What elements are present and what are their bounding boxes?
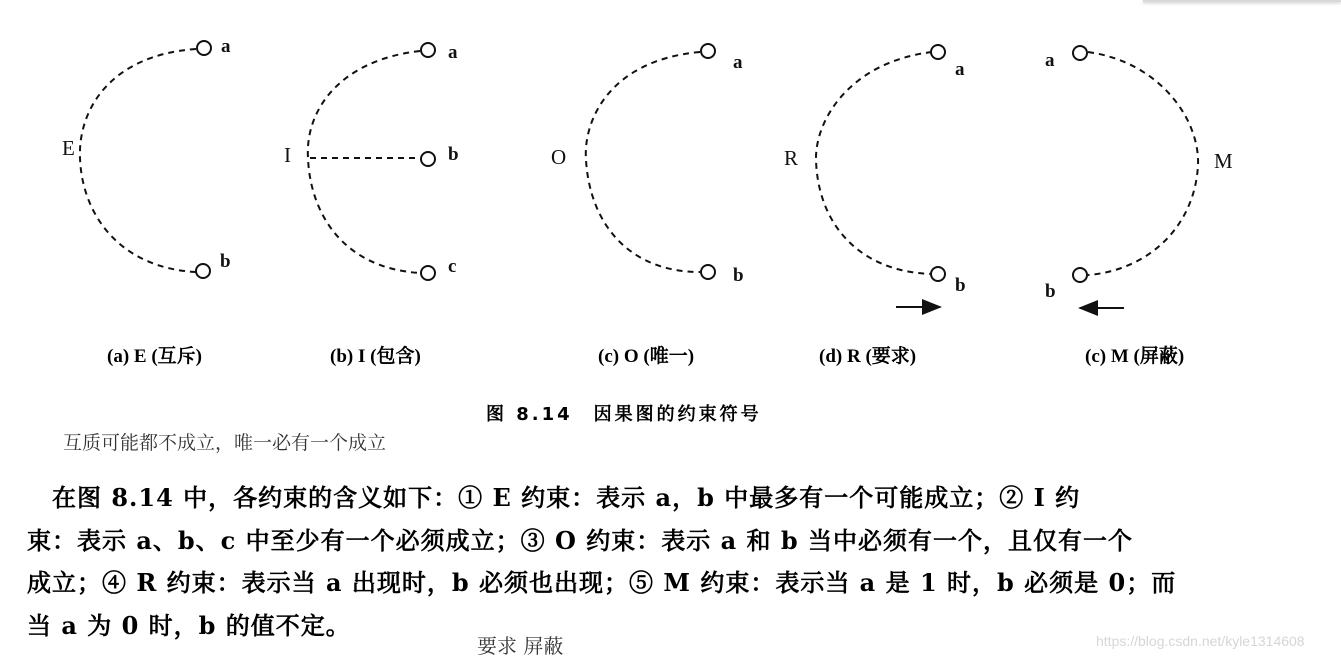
node-b-circle [421, 152, 435, 166]
node-b-circle [931, 267, 945, 281]
node-label: b [220, 251, 231, 272]
symbol-r: R [784, 146, 799, 170]
symbol-i: I [284, 143, 291, 167]
caption-i: (b) I (包含) [330, 346, 421, 367]
caption-o: (c) O (唯一) [598, 346, 695, 367]
node-b-circle [701, 265, 715, 279]
node-label: a [448, 42, 458, 63]
figure-title: 图 8.14 因果图的约束符号 [486, 404, 762, 425]
node-b-circle [1073, 268, 1087, 282]
o-constraint-arc [586, 52, 700, 272]
node-a-circle [701, 44, 715, 58]
node-label: a [1045, 50, 1055, 71]
body-line: 成立；④ R 约束：表示当 a 出现时，b 必须也出现；⑤ M 约束：表示当 a 是 1 时，b 必须是 0；而 [27, 568, 1177, 597]
caption-e: (a) E (互斥) [107, 346, 202, 367]
e-constraint-arc [80, 49, 196, 272]
annotation-note-2: 要求 屏蔽 [477, 634, 564, 658]
node-label: a [955, 59, 965, 80]
symbol-o: O [551, 145, 567, 169]
m-constraint-arc [1088, 52, 1198, 275]
caption-r: (d) R (要求) [819, 346, 917, 367]
body-line: 在图 8.14 中，各约束的含义如下：① E 约束：表示 a，b 中最多有一个可能成立；② I 约 [27, 483, 1081, 512]
caption-m: (c) M (屏蔽) [1085, 346, 1185, 367]
annotation-note: 互质可能都不成立，唯一必有一个成立 [63, 432, 387, 454]
symbol-m: M [1214, 149, 1233, 173]
body-line: 束：表示 a、b、c 中至少有一个必须成立；③ O 约束：表示 a 和 b 当中必须有一个，且仅有一个 [27, 525, 1134, 555]
symbol-e: E [62, 136, 75, 160]
i-constraint-arc [308, 51, 420, 273]
node-c-circle [421, 266, 435, 280]
body-paragraph [27, 477, 1287, 647]
node-a-circle [1073, 46, 1087, 60]
node-a-circle [197, 41, 211, 55]
node-label: c [448, 256, 457, 277]
watermark: https://blog.csdn.net/kyle1314608 [1096, 633, 1305, 649]
node-label: a [221, 36, 231, 57]
node-a-circle [931, 45, 945, 59]
r-constraint-arc [816, 52, 932, 274]
node-label: a [733, 52, 743, 73]
node-label: b [448, 144, 459, 165]
node-label: b [1045, 281, 1056, 302]
node-label: b [733, 265, 744, 286]
node-a-circle [421, 43, 435, 57]
node-b-circle [196, 264, 210, 278]
body-line: 当 a 为 0 时，b 的值不定。 [27, 610, 351, 640]
constraint-diagrams [0, 0, 1341, 330]
node-label: b [955, 275, 966, 296]
